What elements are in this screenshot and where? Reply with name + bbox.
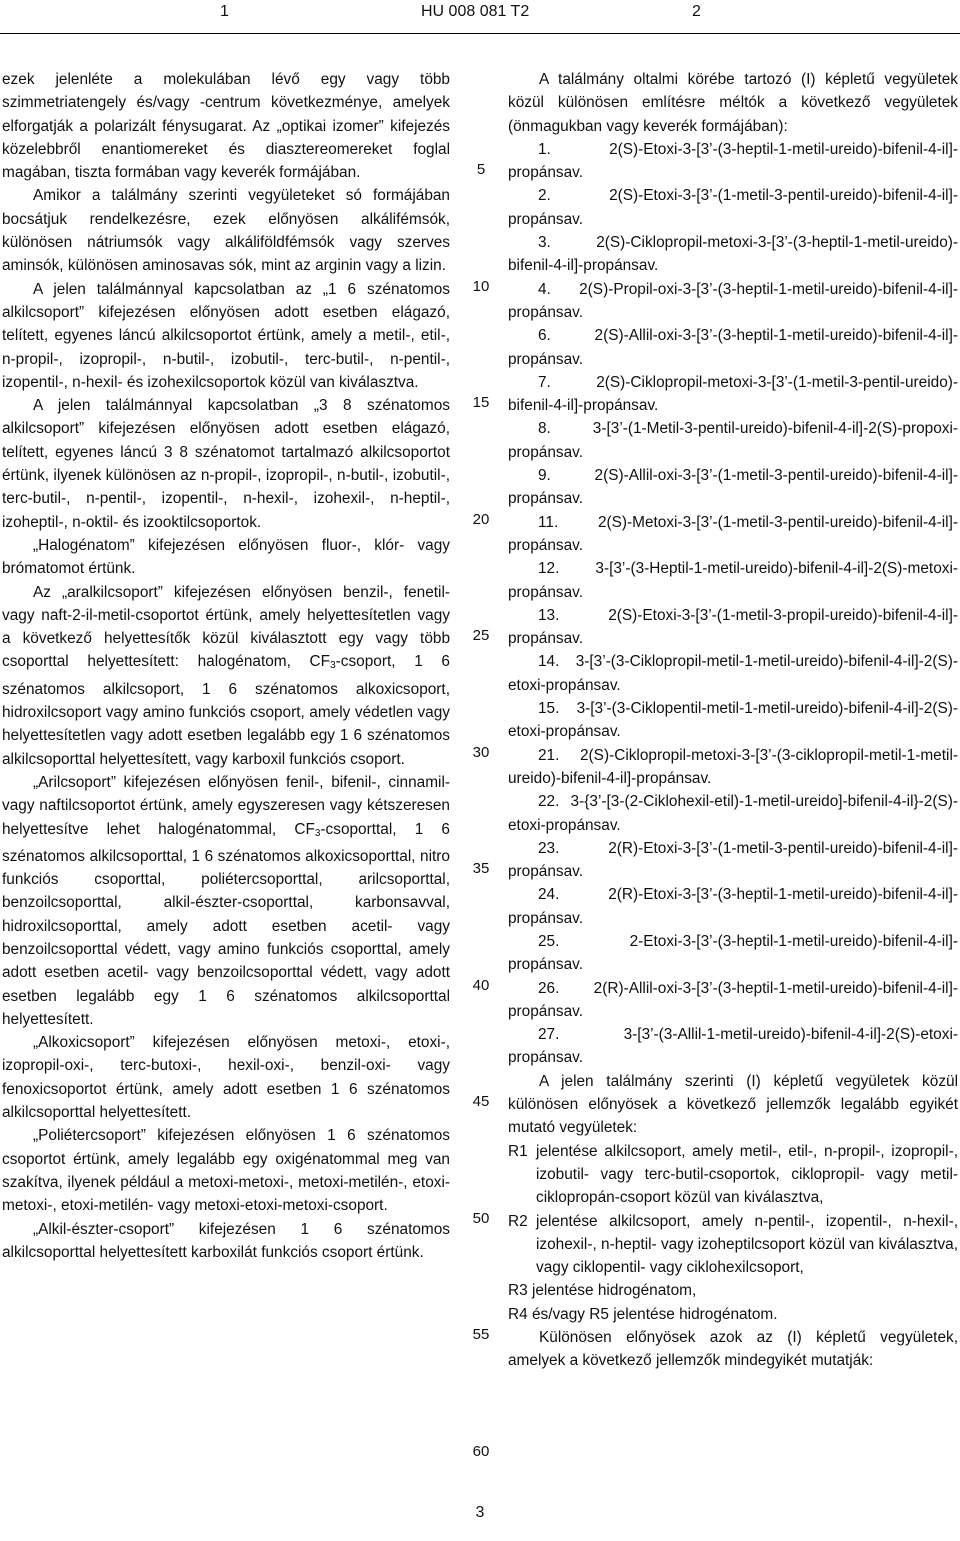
compound-item: 12. 3-[3’-(3-Heptil-1-metil-ureido)-bifenil-4-il]-2(S)-metoxi-propánsav. bbox=[508, 560, 958, 601]
line-number: 55 bbox=[472, 1326, 490, 1344]
definition-r2 bbox=[508, 1210, 958, 1280]
line-number: 50 bbox=[472, 1209, 490, 1227]
line-number: 10 bbox=[472, 277, 490, 295]
paragraph-compounds-intro: A találmány oltalmi körébe tartozó (I) képletű vegyületek közül különösen említésre méltók a következő vegyületek (önmagukban vagy keverék formájában): bbox=[508, 71, 958, 135]
paragraph-final: Különösen előnyösek azok az (I) képletű vegyületek, amelyek a következő jellemzők mindegyikét mutatják: bbox=[508, 1329, 958, 1370]
compound-item: 11. 2(S)-Metoxi-3-[3’-(1-metil-3-pentil-ureido)-bifenil-4-il]-propánsav. bbox=[508, 513, 958, 554]
paragraph-aryl: „Arilcsoport” kifejezésen előnyösen fenil-, bifenil-, cinnamil- vagy naftilcsoportot értünk, amely egyszeresen vagy kétszeresen helyettesítve lehet halogénatommal, $CF_3$-csoporttal, 1 6 szénatomos alkilcsoporttal, 1 6 szénatomos alkoxicsoporttal, nitro funkciós csoporttal, poliétercsoporttal, arilcsoporttal, benzoilcsoporttal, alkil-észter-csoporttal, karbonsavval, hidroxilcsoporttal, amely adott esetben acetil- vagy benzoilcsoporttal védett, vagy amino funkciós csoporttal, amely adott esetben acetil- vagy benzoilcsoporttal védett, vagy adott esetben legalább egy 1 6 szénatomos alkilcsoporttal helyettesített. bbox=[2, 773, 450, 1028]
compound-item: 7. 2(S)-Ciklopropil-metoxi-3-[3’-(1-metil-3-pentil-ureido)-bifenil-4-il]-propánsav. bbox=[508, 373, 958, 415]
definition-text: jelentése alkilcsoport, amely metil-, etil-, n-propil-, izopropil-, izobutil- vagy terc-butil-csoportok, ciklopropil- vagy metil-ciklopropán-csoport közül van kiválasztva, bbox=[536, 1142, 958, 1207]
line-number: 40 bbox=[472, 976, 490, 994]
paragraph-continuation: ezek jelenléte a molekulában lévő egy vagy több szimmetriatengely és/vagy -centrum következménye, amelyek elforgatják a polarizált fénysugarat. Az „optikai izomer” kifejezés közelebbről enantiomereket és diasztereomereket foglal magában, tiszta formában vagy keverék formájában. bbox=[2, 71, 450, 182]
paragraph-aralkyl: Az „aralkilcsoport” kifejezésen előnyösen benzil-, fenetil- vagy naft-2-il-metil-csoportot értünk, amely helyettesítetlen vagy a következő helyettesítők közül kiválasztott egy vagy több csoporttal helyettesített: halogénatom, $CF_3$-csoport, 1 6 szénatomos alkilcsoport, 1 6 szénatomos alkoxicsoport, hidroxilcsoport vagy amino funkciós csoport, amely védetlen vagy helyettesítetlen vagy adott esetben legalább egy 1 6 szénatomos alkilcsoporttal helyettesített, vagy karboxil funkciós csoport. bbox=[2, 583, 450, 768]
left-page-number: 1 bbox=[220, 3, 229, 20]
patent-number: HU 008 081 T2 bbox=[421, 3, 530, 20]
line-number: 60 bbox=[472, 1442, 490, 1460]
definition-r3: R3 jelentése hidrogénatom, bbox=[508, 1282, 697, 1300]
compound-item: 6. 2(S)-Allil-oxi-3-[3’-(3-heptil-1-metil-ureido)-bifenil-4-il]-propánsav. bbox=[508, 327, 958, 368]
header-rule bbox=[0, 33, 960, 34]
compound-item: 4. 2(S)-Propil-oxi-3-[3’-(3-heptil-1-metil-ureido)-bifenil-4-il]-propánsav. bbox=[508, 280, 958, 321]
compound-item: 21. 2(S)-Ciklopropil-metoxi-3-[3’-(3-ciklopropil-metil-1-metil-ureido)-bifenil-4-il]-propánsav. bbox=[508, 746, 958, 787]
compound-list bbox=[508, 138, 958, 1070]
paragraph-alkyl-ester: „Alkil-észter-csoport” kifejezésen 1 6 szénatomos alkilcsoporttal helyettesített karboxilát funkciós csoport értünk. bbox=[2, 1220, 450, 1261]
compound-item: 2. 2(S)-Etoxi-3-[3’-(1-metil-3-pentil-ureido)-bifenil-4-il]-propánsav. bbox=[508, 187, 958, 228]
paragraph-salt-forms: Amikor a találmány szerinti vegyületeket só formájában bocsátjuk rendelkezésre, ezek előnyösen alkálifémsók, különösen nátriumsók vagy alkáliföldfémsók vagy szerves aminsók, különösen aminosavas sók, mint az arginin vagy a lizin. bbox=[2, 187, 450, 275]
left-column bbox=[2, 68, 450, 1264]
paragraph-alkoxy: „Alkoxicsoport” kifejezésen előnyösen metoxi-, etoxi-, izopropil-oxi-, terc-butoxi-, hexil-oxi-, benzil-oxi- vagy fenoxicsoportot értünk, amely adott esetben 1 6 szénatomos alkilcsoporttal helyettesített. bbox=[2, 1034, 450, 1122]
line-number: 35 bbox=[472, 860, 490, 878]
compound-item: 25. 2-Etoxi-3-[3’-(3-heptil-1-metil-ureido)-bifenil-4-il]-propánsav. bbox=[508, 932, 958, 974]
line-number: 5 bbox=[476, 161, 486, 179]
definition-text: jelentése alkilcsoport, amely n-pentil-, izopentil-, n-hexil-, izohexil-, n-heptil- vagy izoheptilcsoport közül van kiválasztva, vagy ciklopentil- vagy ciklohexilcsoport, bbox=[536, 1212, 958, 1277]
paragraph-halogen: „Halogénatom” kifejezésen előnyösen fluor-, klór- vagy brómatomot értünk. bbox=[2, 536, 450, 578]
line-number: 30 bbox=[472, 743, 490, 761]
line-number: 45 bbox=[472, 1093, 490, 1111]
line-number: 20 bbox=[472, 510, 490, 528]
compound-item: 27. 3-[3’-(3-Allil-1-metil-ureido)-bifenil-4-il]-2(S)-etoxi-propánsav. bbox=[508, 1026, 958, 1067]
paragraph-polyether: „Poliétercsoport” kifejezésen előnyösen 1 6 szénatomos csoportot értünk, amely legalább egy oxigénatommal meg van szakítva, ilyenek például a metoxi-metoxi-, metoxi-metilén-, etoxi-metoxi-, etoxi-metilén- vagy metoxi-etoxi-metoxi-csoport. bbox=[2, 1127, 450, 1215]
definition-r4-r5: R4 és/vagy R5 jelentése hidrogénatom. bbox=[508, 1305, 778, 1323]
compound-item: 13. 2(S)-Etoxi-3-[3’-(1-metil-3-propil-ureido)-bifenil-4-il]-propánsav. bbox=[508, 606, 958, 648]
compound-item: 9. 2(S)-Allil-oxi-3-[3’-(1-metil-3-pentil-ureido)-bifenil-4-il]-propánsav. bbox=[508, 467, 958, 508]
compound-item: 14. 3-[3’-(3-Ciklopropil-metil-1-metil-ureido)-bifenil-4-il]-2(S)-etoxi-propánsav. bbox=[508, 653, 958, 694]
page-header bbox=[0, 3, 960, 25]
compound-item: 3. 2(S)-Ciklopropil-metoxi-3-[3’-(3-heptil-1-metil-ureido)-bifenil-4-il]-propánsav. bbox=[508, 234, 958, 275]
definition-label: R1 bbox=[508, 1142, 528, 1160]
compound-item: 22. 3-{3’-[3-(2-Ciklohexil-etil)-1-metil-ureido]-bifenil-4-il}-2(S)-etoxi-propánsav. bbox=[508, 793, 958, 834]
line-number: 15 bbox=[472, 394, 490, 412]
line-number: 25 bbox=[472, 627, 490, 645]
definition-label: R2 bbox=[508, 1212, 528, 1230]
definition-r1 bbox=[508, 1140, 958, 1210]
compound-item: 1. 2(S)-Etoxi-3-[3’-(3-heptil-1-metil-ureido)-bifenil-4-il]-propánsav. bbox=[508, 140, 958, 182]
compound-item: 24. 2(R)-Etoxi-3-[3’-(3-heptil-1-metil-ureido)-bifenil-4-il]-propánsav. bbox=[508, 886, 958, 927]
right-page-number: 2 bbox=[692, 3, 701, 20]
compound-item: 23. 2(R)-Etoxi-3-[3’-(1-metil-3-pentil-ureido)-bifenil-4-il]-propánsav. bbox=[508, 839, 958, 881]
right-column bbox=[508, 68, 958, 1373]
compound-item: 15. 3-[3’-(3-Ciklopentil-metil-1-metil-ureido)-bifenil-4-il]-2(S)-etoxi-propánsav. bbox=[508, 700, 958, 741]
paragraph-features: A jelen találmány szerinti (I) képletű vegyületek közül különösen előnyösek a következő jellemzők legalább egyikét mutató vegyületek: bbox=[508, 1072, 958, 1137]
paragraph-c3-8-alkyl: A jelen találmánnyal kapcsolatban „3 8 szénatomos alkilcsoport” kifejezésen előnyösen adott esetben elágazó, telített, egyenes láncú 3 8 szénatomot tartalmazó alkilcsoportot értünk, ilyenek különösen az n-propil-, izopropil-, n-butil-, izobutil-, terc-butil-, n-pentil-, izopentil-, n-hexil-, izohexil-, n-heptil-, izoheptil-, n-oktil- és izooktilcsoportok. bbox=[2, 397, 450, 531]
paragraph-c1-6-alkyl: A jelen találmánnyal kapcsolatban az „1 6 szénatomos alkilcsoport” kifejezésen előnyösen adott esetben elágazó, telített, egyenes láncú alkilcsoportot értünk, amely a metil-, etil-, n-propil-, izopropil-, n-butil-, izobutil-, terc-butil-, n-pentil-, izopentil-, n-hexil- és izohexilcsoportok közül van kiválasztva. bbox=[2, 280, 450, 391]
compound-item: 26. 2(R)-Allil-oxi-3-[3’-(3-heptil-1-metil-ureido)-bifenil-4-il]-propánsav. bbox=[508, 979, 958, 1020]
page-footer-number: 3 bbox=[475, 1504, 485, 1521]
compound-item: 8. 3-[3’-(1-Metil-3-pentil-ureido)-bifenil-4-il]-2(S)-propoxi-propánsav. bbox=[508, 420, 958, 461]
